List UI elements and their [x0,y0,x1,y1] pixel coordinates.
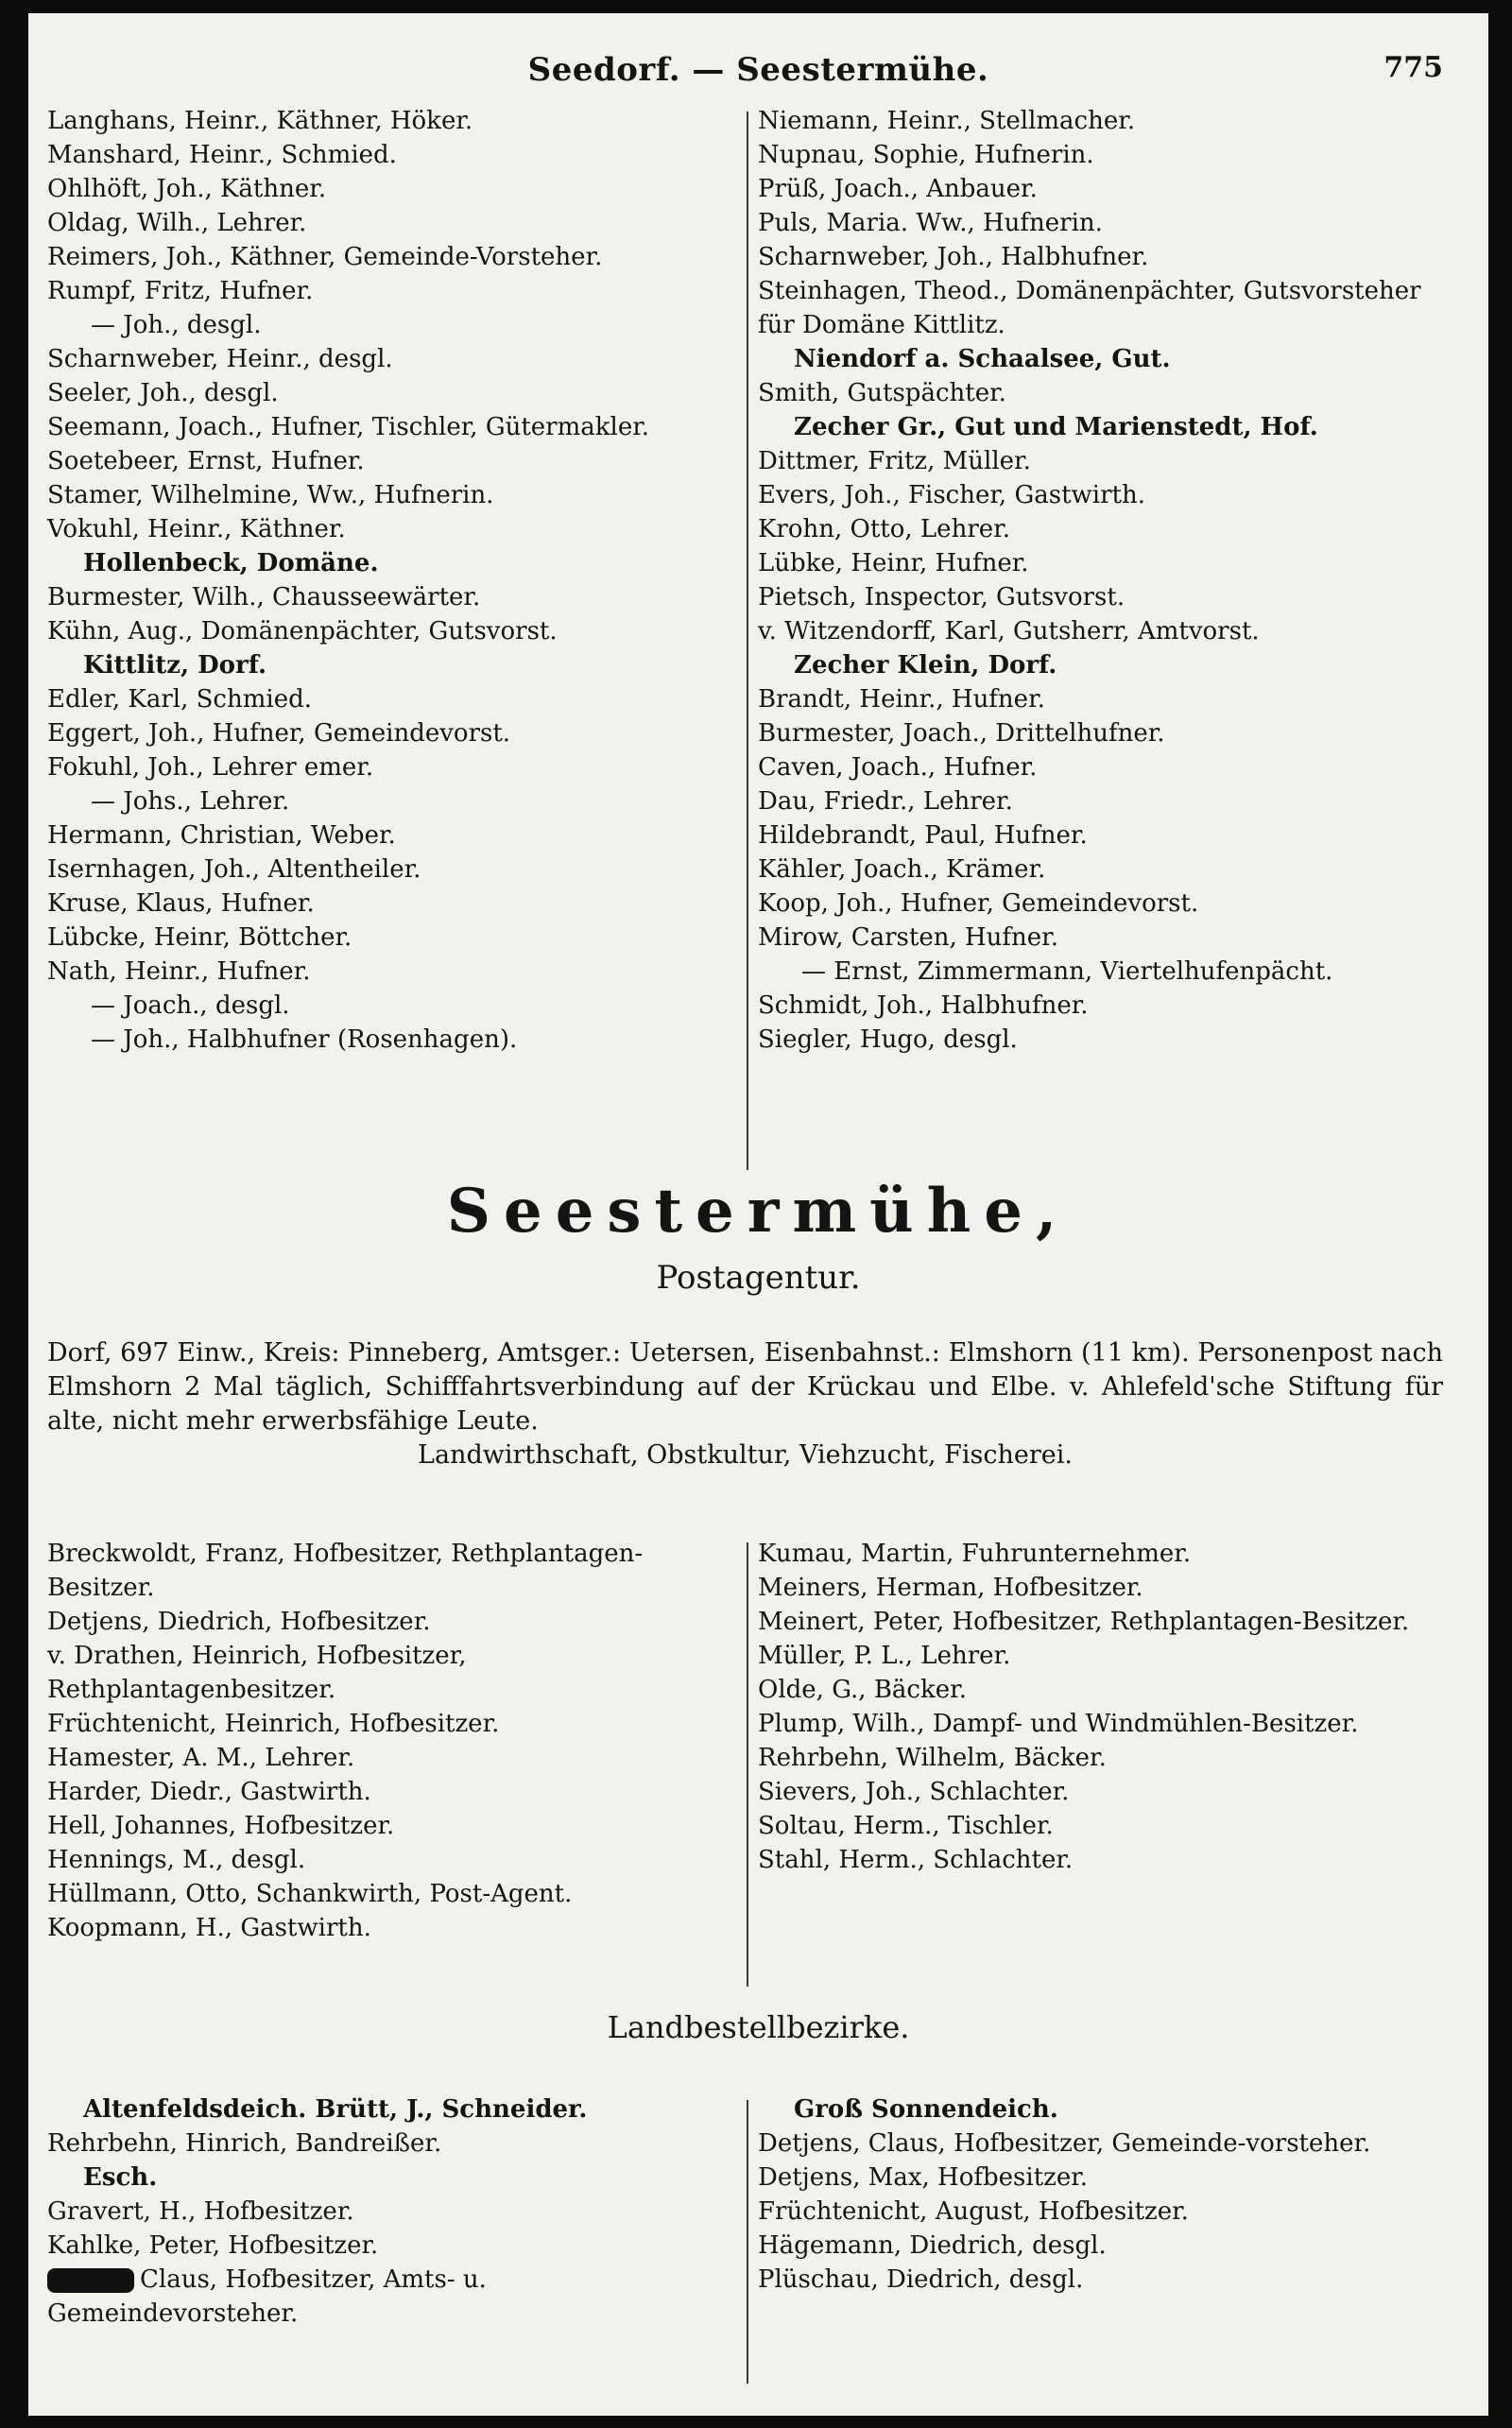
section-heading [758,410,1448,444]
directory-entry [758,1639,1448,1673]
section-heading [758,648,1448,682]
entry-text: Evers, Joh., Fischer, Gastwirth. [758,481,1145,509]
directory-entry [47,376,742,410]
directory-entry [47,444,742,478]
entry-text: Nupnau, Sophie, Hufnerin. [758,141,1094,169]
directory-entry [758,1605,1448,1639]
intro-last-line: Landwirthschaft, Obstkultur, Viehzucht, Fischerei. [418,1440,1073,1470]
directory-entry [758,1023,1448,1057]
entry-text: Vokuhl, Heinr., Käthner. [47,515,346,543]
directory-entry [47,1911,742,1945]
entry-text: v. Drathen, Heinrich, Hofbesitzer, Rethplantagenbesitzer. [47,1642,467,1704]
entry-text: Burmester, Joach., Drittelhufner. [758,719,1165,748]
entry-text: Eggert, Joh., Hufner, Gemeindevorst. [47,719,511,748]
entry-text: Kittlitz, Dorf. [83,651,267,680]
entry-text: Caven, Joach., Hufner. [758,753,1038,782]
entry-text: Claus, Hofbesitzer, Amts- u. Gemeindevorsteher. [47,2265,487,2328]
entry-text: Kahlke, Peter, Hofbesitzer. [47,2231,379,2260]
directory-entry [47,172,742,206]
entry-text: Soltau, Herm., Tischler. [758,1812,1054,1840]
middle-column-divider [747,1542,748,1987]
directory-entry [47,1537,742,1605]
directory-entry [758,1843,1448,1877]
entry-text: Niendorf a. Schaalsee, Gut. [794,345,1171,373]
entry-text: Müller, P. L., Lehrer. [758,1642,1011,1670]
directory-entry [758,784,1448,818]
entry-text: Hennings, M., desgl. [47,1846,306,1874]
entry-text: Harder, Diedr., Gastwirth. [47,1778,371,1806]
entry-text: Altenfeldsdeich. Brütt, J., Schneider. [83,2095,588,2124]
entry-text: Hollenbeck, Domäne. [83,549,379,577]
entry-text: Nath, Heinr., Hufner. [47,957,311,986]
directory-entry [758,172,1448,206]
directory-entry [758,887,1448,921]
directory-entry [758,2229,1448,2263]
bottom-right-column [758,2092,1448,2297]
section-subtitle: Postagentur. [656,1259,861,1297]
entry-text: — Joach., desgl. [91,991,290,1020]
directory-entry [758,206,1448,240]
directory-entry [758,682,1448,716]
entry-text: Dau, Friedr., Lehrer. [758,787,1013,816]
directory-entry [47,818,742,852]
page-header [28,36,1488,93]
section-heading [47,2092,742,2127]
entry-text: Mirow, Carsten, Hufner. [758,923,1059,952]
directory-entry [47,206,742,240]
directory-entry [758,750,1448,784]
section-heading [47,2161,742,2195]
section-heading [47,546,742,580]
entry-text: Rehrbehn, Wilhelm, Bäcker. [758,1744,1107,1772]
directory-entry [47,342,742,376]
section-heading [758,342,1448,376]
directory-entry [47,955,742,989]
directory-entry [47,2229,742,2263]
directory-entry [47,1877,742,1911]
directory-entry [758,546,1448,580]
directory-entry [758,104,1448,138]
directory-entry [47,614,742,648]
entry-text: Oldag, Wilh., Lehrer. [47,209,307,237]
entry-text: Scharnweber, Joh., Halbhufner. [758,243,1149,271]
directory-entry [758,614,1448,648]
directory-entry [758,2263,1448,2297]
entry-text: Plump, Wilh., Dampf- und Windmühlen-Besitzer. [758,1710,1359,1738]
intro-text: Dorf, 697 Einw., Kreis: Pinneberg, Amtsger.: Uetersen, Eisenbahnst.: Elmshorn (11 km). Personenpost nach Elmshorn 2 Mal täglich, Schifffahrtsverbindung auf der Krückau und Elbe. v. Ahlefeld'sche Stiftung für alte, nicht mehr erwerbsfähige Leute. [47,1338,1443,1436]
directory-entry [47,512,742,546]
entry-text: Hüllmann, Otto, Schankwirth, Post-Agent. [47,1880,573,1908]
directory-entry [758,852,1448,887]
directory-entry [47,1639,742,1707]
directory-entry [47,2263,742,2331]
directory-entry [758,1809,1448,1843]
directory-entry [758,716,1448,750]
directory-entry [758,1707,1448,1741]
entry-text: Hermann, Christian, Weber. [47,821,396,850]
directory-entry [47,274,742,308]
entry-text: Siegler, Hugo, desgl. [758,1025,1018,1054]
directory-entry [47,750,742,784]
directory-entry [47,308,742,342]
entry-text: Zecher Gr., Gut und Marienstedt, Hof. [794,413,1318,441]
entry-text: Seemann, Joach., Hufner, Tischler, Gütermakler. [47,413,650,441]
directory-entry [758,1775,1448,1809]
entry-text: Puls, Maria. Ww., Hufnerin. [758,209,1103,237]
page-number: 775 [1383,51,1443,84]
entry-text: Seeler, Joh., desgl. [47,379,279,407]
directory-entry [47,1775,742,1809]
entry-text: Soetebeer, Ernst, Hufner. [47,447,365,475]
entry-text: Steinhagen, Theod., Domänenpächter, Gutsvorsteher für Domäne Kittlitz. [758,277,1421,339]
section-heading [758,2092,1448,2127]
entry-text: Groß Sonnendeich. [794,2095,1058,2124]
directory-entry [758,376,1448,410]
entry-text: Stahl, Herm., Schlachter. [758,1846,1074,1874]
directory-entry [758,2161,1448,2195]
entry-text: Ohlhöft, Joh., Käthner. [47,175,327,203]
directory-entry [758,138,1448,172]
directory-entry [758,444,1448,478]
directory-entry [758,512,1448,546]
entry-text: Isernhagen, Joh., Altentheiler. [47,855,421,884]
directory-entry [47,921,742,955]
directory-entry [758,921,1448,955]
subsection-title: Landbestellbezirke. [607,2009,910,2045]
entry-text: Koop, Joh., Hufner, Gemeindevorst. [758,889,1199,918]
section-intro [47,1336,1443,1472]
directory-entry [47,1741,742,1775]
directory-entry [47,2127,742,2161]
entry-text: Brandt, Heinr., Hufner. [758,685,1045,714]
top-left-column [47,104,742,1057]
entry-text: — Joh., desgl. [91,311,262,339]
directory-entry [47,887,742,921]
entry-text: Esch. [83,2163,158,2192]
entry-text: Smith, Gutspächter. [758,379,1006,407]
middle-right-column [758,1537,1448,1877]
entry-text: Meinert, Peter, Hofbesitzer, Rethplantagen-Besitzer. [758,1608,1410,1636]
entry-text: Früchtenicht, August, Hofbesitzer. [758,2197,1189,2226]
entry-text: Rehrbehn, Hinrich, Bandreißer. [47,2129,442,2158]
directory-entry [47,1605,742,1639]
entry-text: Kumau, Martin, Fuhrunternehmer. [758,1540,1192,1568]
bottom-left-column [47,2092,742,2331]
directory-entry [47,104,742,138]
entry-text: Burmester, Wilh., Chausseewärter. [47,583,481,611]
ink-smudge [47,2268,134,2293]
entry-text: Stamer, Wilhelmine, Ww., Hufnerin. [47,481,494,509]
directory-entry [47,682,742,716]
entry-text: Hildebrandt, Paul, Hufner. [758,821,1088,850]
directory-entry [758,2127,1448,2161]
entry-text: Olde, G., Bäcker. [758,1676,967,1704]
directory-entry [758,580,1448,614]
directory-entry [47,2195,742,2229]
directory-entry [47,1843,742,1877]
directory-entry [758,1571,1448,1605]
bottom-column-divider [747,2100,748,2384]
directory-entry [758,2195,1448,2229]
directory-entry [47,852,742,887]
section-heading [47,648,742,682]
entry-text: Pietsch, Inspector, Gutsvorst. [758,583,1125,611]
entry-text: Detjens, Diedrich, Hofbesitzer. [47,1608,431,1636]
directory-entry [47,138,742,172]
header-title: Seedorf. — Seestermühe. [527,51,989,89]
entry-text: Koopmann, H., Gastwirth. [47,1914,371,1942]
entry-text: Hell, Johannes, Hofbesitzer. [47,1812,395,1840]
entry-text: Schmidt, Joh., Halbhufner. [758,991,1089,1020]
entry-text: — Ernst, Zimmermann, Viertelhufenpächt. [801,957,1333,986]
directory-entry [758,818,1448,852]
entry-text: v. Witzendorff, Karl, Gutsherr, Amtvorst. [758,617,1260,646]
entry-text: Niemann, Heinr., Stellmacher. [758,107,1136,135]
entry-text: Hägemann, Diedrich, desgl. [758,2231,1107,2260]
section-title: Seestermühe, [446,1176,1071,1247]
entry-text: Rumpf, Fritz, Hufner. [47,277,314,305]
entry-text: Scharnweber, Heinr., desgl. [47,345,393,373]
entry-text: — Johs., Lehrer. [91,787,290,816]
directory-entry [758,955,1448,989]
directory-entry [47,1023,742,1057]
directory-entry [47,716,742,750]
entry-text: Lübke, Heinr, Hufner. [758,549,1029,577]
entry-text: Kruse, Klaus, Hufner. [47,889,315,918]
entry-text: — Joh., Halbhufner (Rosenhagen). [91,1025,518,1054]
entry-text: Kähler, Joach., Krämer. [758,855,1046,884]
directory-entry [758,1673,1448,1707]
entry-text: Fokuhl, Joh., Lehrer emer. [47,753,374,782]
directory-entry [758,478,1448,512]
directory-entry [47,1707,742,1741]
directory-entry [47,784,742,818]
entry-text: Dittmer, Fritz, Müller. [758,447,1031,475]
directory-entry [758,989,1448,1023]
entry-text: Prüß, Joach., Anbauer. [758,175,1038,203]
entry-text: Edler, Karl, Schmied. [47,685,313,714]
entry-text: Sievers, Joh., Schlachter. [758,1778,1070,1806]
entry-text: Früchtenicht, Heinrich, Hofbesitzer. [47,1710,500,1738]
directory-entry [758,274,1448,342]
entry-text: Kühn, Aug., Domänenpächter, Gutsvorst. [47,617,558,646]
top-right-column [758,104,1448,1057]
middle-left-column [47,1537,742,1945]
entry-text: Detjens, Max, Hofbesitzer. [758,2163,1089,2192]
directory-entry [758,1537,1448,1571]
directory-entry [47,580,742,614]
page [28,13,1488,2416]
entry-text: Zecher Klein, Dorf. [794,651,1057,680]
directory-entry [47,1809,742,1843]
directory-entry [758,240,1448,274]
entry-text: Hamester, A. M., Lehrer. [47,1744,355,1772]
entry-text: Detjens, Claus, Hofbesitzer, Gemeinde-vorsteher. [758,2129,1371,2158]
directory-entry [758,1741,1448,1775]
directory-entry [47,989,742,1023]
entry-text: Krohn, Otto, Lehrer. [758,515,1010,543]
directory-entry [47,240,742,274]
entry-text: Meiners, Herman, Hofbesitzer. [758,1574,1143,1602]
entry-text: Lübcke, Heinr, Böttcher. [47,923,352,952]
entry-text: Plüschau, Diedrich, desgl. [758,2265,1084,2294]
entry-text: Breckwoldt, Franz, Hofbesitzer, Rethplantagen-Besitzer. [47,1540,644,1602]
directory-entry [47,410,742,444]
directory-entry [47,478,742,512]
top-column-divider [747,112,748,1170]
entry-text: Reimers, Joh., Käthner, Gemeinde-Vorsteher. [47,243,603,271]
entry-text: Langhans, Heinr., Käthner, Höker. [47,107,473,135]
entry-text: Manshard, Heinr., Schmied. [47,141,397,169]
entry-text: Gravert, H., Hofbesitzer. [47,2197,354,2226]
